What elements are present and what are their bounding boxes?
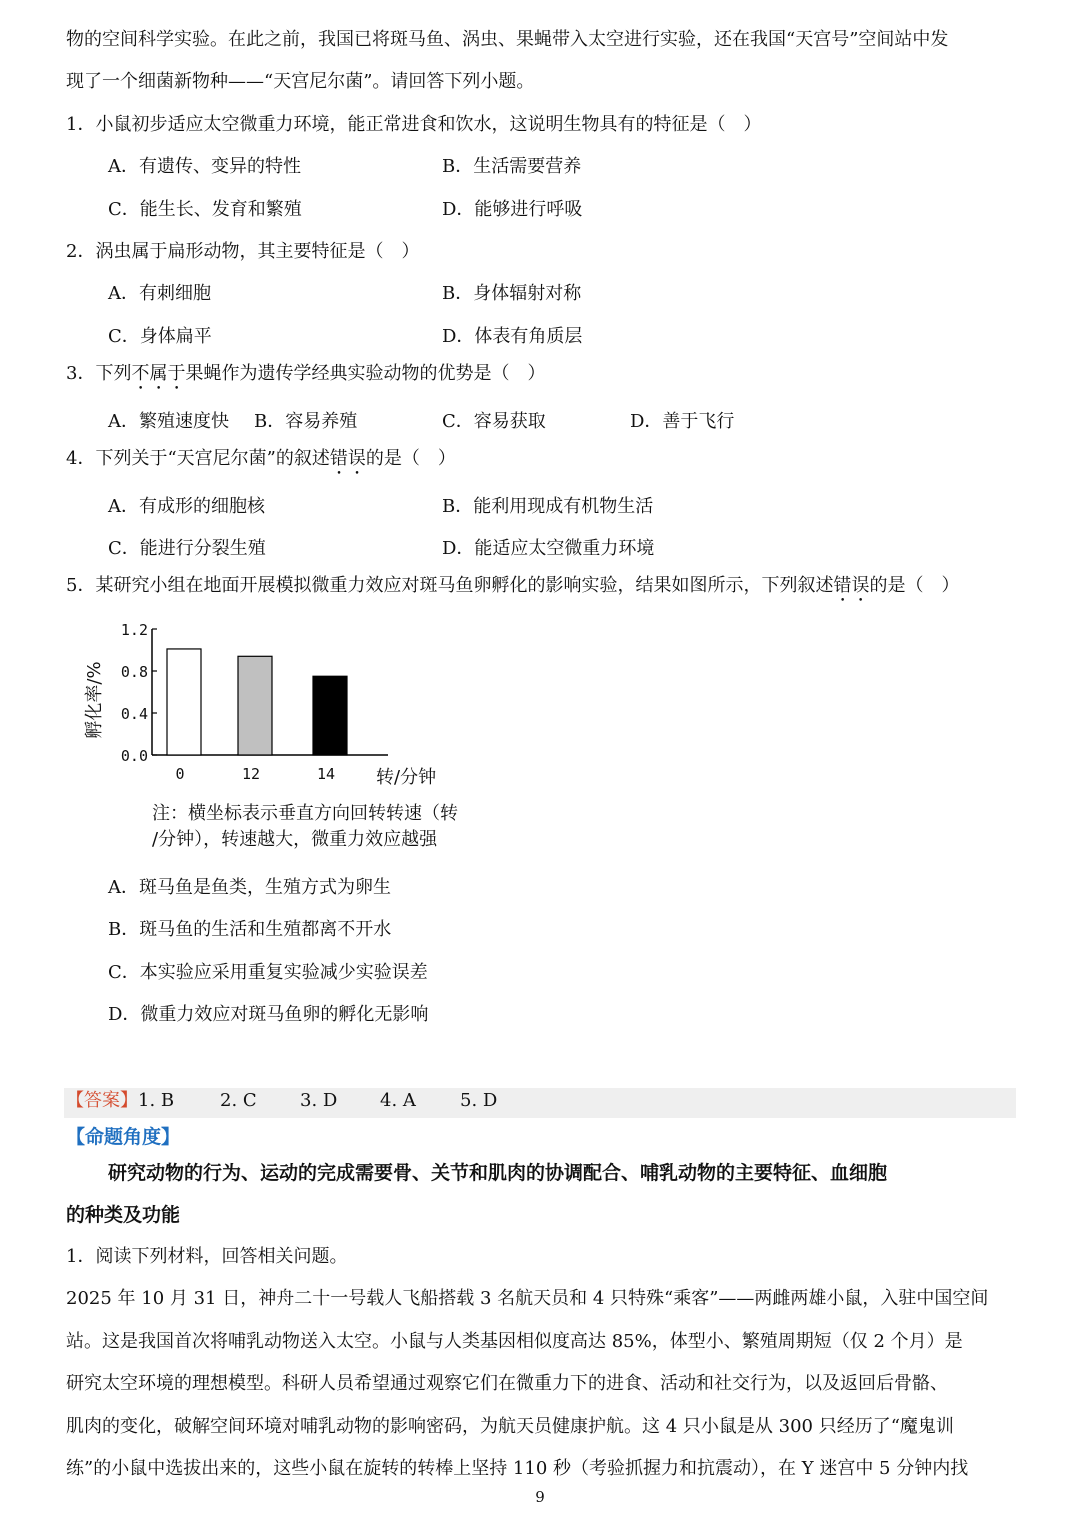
question-5-stem-emphasis: 错误 bbox=[833, 575, 870, 596]
section-title-line-1: 研究动物的行为、运动的完成需要骨、关节和肌肉的协调配合、哺乳动物的主要特征、血细胞 bbox=[108, 1162, 888, 1184]
page-number: 9 bbox=[535, 1488, 545, 1506]
question-5-option-c: C．本实验应采用重复实验减少实验误差 bbox=[108, 962, 428, 983]
y-axis-label: 孵化率/% bbox=[84, 661, 105, 739]
question-5-option-d: D．微重力效应对斑马鱼卵的孵化无影响 bbox=[108, 1004, 429, 1025]
material-line-4: 肌肉的变化，破解空间环境对哺乳动物的影响密码，为航天员健康护航。这 4 只小鼠是从 300 只经历了“魔鬼训 bbox=[66, 1416, 954, 1437]
chart-note-line-1: 注：横坐标表示垂直方向回转转速（转 bbox=[152, 803, 458, 824]
question-5-stem bbox=[66, 574, 959, 606]
answer-item-3: 3. D bbox=[300, 1090, 338, 1111]
x-tick-label: 0 bbox=[175, 765, 185, 783]
material-line-1: 2025 年 10 月 31 日，神舟二十一号载人飞船搭载 3 名航天员和 4 只特殊“乘客”——两雌两雄小鼠，入驻中国空间 bbox=[66, 1288, 989, 1309]
question-2-stem: 2．涡虫属于扁形动物，其主要特征是（ ） bbox=[66, 241, 420, 262]
answer-bar bbox=[64, 1088, 1016, 1118]
question-5-option-b: B．斑马鱼的生活和生殖都离不开水 bbox=[108, 919, 392, 940]
y-tick-label: 0.8 bbox=[120, 663, 148, 681]
question-1-option-a: A．有遗传、变异的特性 bbox=[108, 156, 301, 177]
x-tick-label: 14 bbox=[316, 765, 336, 783]
question-5-option-a: A．斑马鱼是鱼类，生殖方式为卵生 bbox=[108, 877, 391, 898]
question-2-option-d: D．体表有角质层 bbox=[442, 326, 583, 347]
question-3-stem-emphasis: 不属于 bbox=[131, 363, 186, 384]
question-3-stem-post: 果蝇作为遗传学经典实验动物的优势是（ ） bbox=[185, 363, 546, 384]
question-3-stem bbox=[66, 362, 545, 394]
material-line-5: 练”的小鼠中选拔出来的，这些小鼠在旋转的转棒上坚持 110 秒（考验抓握力和抗震动），在 Y 迷宫中 5 分钟内找 bbox=[66, 1458, 969, 1479]
question-3-stem-pre: 3．下列 bbox=[66, 363, 132, 384]
intro-line-1: 物的空间科学实验。在此之前，我国已将斑马鱼、涡虫、果蝇带入太空进行实验，还在我国“天宫号”空间站中发 bbox=[66, 29, 949, 50]
bar-12 bbox=[238, 656, 272, 755]
answer-item-2: 2. C bbox=[220, 1090, 257, 1111]
question-1-option-c: C．能生长、发育和繁殖 bbox=[108, 199, 302, 220]
question-4-stem-post: 的是（ ） bbox=[365, 448, 456, 469]
y-tick-label: 0.4 bbox=[120, 705, 148, 723]
question-4-option-a: A．有成形的细胞核 bbox=[108, 496, 265, 517]
question-4-stem-pre: 4．下列关于“天宫尼尔菌”的叙述 bbox=[66, 448, 330, 469]
material-line-2: 站。这是我国首次将哺乳动物送入太空。小鼠与人类基因相似度高达 85%，体型小、繁殖周期短（仅 2 个月）是 bbox=[66, 1331, 963, 1352]
answer-tag: 【答案】 bbox=[66, 1090, 138, 1111]
y-tick-label: 1.2 bbox=[120, 621, 148, 639]
y-tick-label: 0.0 bbox=[120, 747, 148, 765]
question-5-stem-post: 的是（ ） bbox=[869, 575, 960, 596]
answer-line bbox=[66, 1089, 174, 1113]
intro-line-2: 现了一个细菌新物种——“天宫尼尔菌”。请回答下列小题。 bbox=[66, 71, 535, 92]
material-question-stem: 1．阅读下列材料，回答相关问题。 bbox=[66, 1246, 348, 1267]
chart-note-line-2: /分钟），转速越大，微重力效应越强 bbox=[152, 829, 438, 850]
answer-item-1: 1. B bbox=[138, 1090, 175, 1111]
question-2-option-c: C．身体扁平 bbox=[108, 326, 212, 347]
section-heading: 【命题角度】 bbox=[66, 1126, 181, 1148]
question-1-stem: 1．小鼠初步适应太空微重力环境，能正常进食和饮水，这说明生物具有的特征是（ ） bbox=[66, 114, 762, 135]
question-2-option-a: A．有刺细胞 bbox=[108, 283, 211, 304]
question-3-option-c: C．容易获取 bbox=[442, 411, 546, 432]
question-3-option-d: D．善于飞行 bbox=[630, 411, 735, 432]
x-axis-label: 转/分钟 bbox=[376, 767, 437, 788]
answer-item-4: 4. A bbox=[380, 1090, 416, 1111]
material-line-3: 研究太空环境的理想模型。科研人员希望通过观察它们在微重力下的进食、活动和社交行为，以及返回后骨骼、 bbox=[66, 1373, 948, 1394]
question-4-option-d: D．能适应太空微重力环境 bbox=[442, 538, 655, 559]
section-title-line-2: 的种类及功能 bbox=[66, 1204, 181, 1226]
x-tick-label: 12 bbox=[241, 765, 261, 783]
question-3-option-b: B．容易养殖 bbox=[254, 411, 358, 432]
question-1-option-d: D．能够进行呼吸 bbox=[442, 199, 583, 220]
question-2-option-b: B．身体辐射对称 bbox=[442, 283, 582, 304]
question-4-option-c: C．能进行分裂生殖 bbox=[108, 538, 266, 559]
question-3-option-a: A．繁殖速度快 bbox=[108, 411, 229, 432]
bar-0 bbox=[167, 649, 201, 755]
question-5-stem-pre: 5．某研究小组在地面开展模拟微重力效应对斑马鱼卵孵化的影响实验，结果如图所示，下列叙述 bbox=[66, 575, 834, 596]
question-4-stem-emphasis: 错误 bbox=[329, 448, 366, 469]
answer-item-5: 5. D bbox=[460, 1090, 498, 1111]
question-4-option-b: B．能利用现成有机物生活 bbox=[442, 496, 654, 517]
hatch-rate-bar-chart bbox=[60, 612, 480, 797]
question-1-option-b: B．生活需要营养 bbox=[442, 156, 582, 177]
question-4-stem bbox=[66, 447, 456, 479]
bar-14 bbox=[313, 676, 347, 755]
